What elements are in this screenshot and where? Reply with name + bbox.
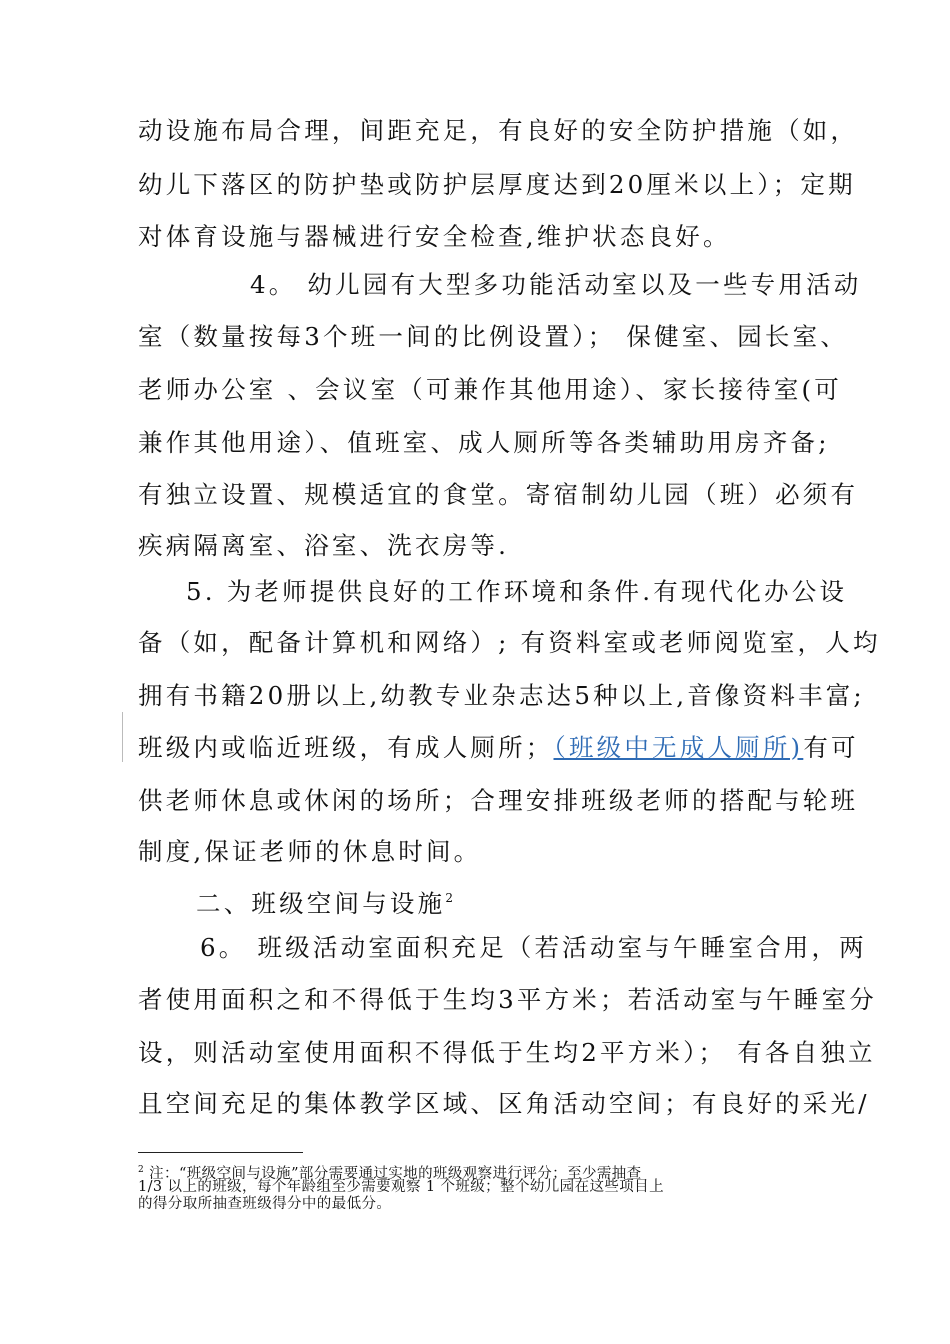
paragraph-5-first-line: 5. 为老师提供良好的工作环境和条件.有现代化办公设 <box>186 577 848 606</box>
body-line: 有独立设置、规模适宜的食堂。寄宿制幼儿园（班）必须有 <box>138 480 859 509</box>
footnote-line: 的得分取所抽查班级得分中的最低分。 <box>138 1196 392 1212</box>
body-line: 兼作其他用途）、值班室、成人厕所等各类辅助用房齐备; <box>138 428 830 457</box>
body-line: 室（数量按每3个班一间的比例设置）； 保健室、园长室、 <box>138 322 849 351</box>
section-heading <box>196 883 453 919</box>
revision-bar <box>122 712 123 762</box>
body-line: 备（如，配备计算机和网络）; 有资料室或老师阅览室，人均 <box>138 628 881 657</box>
body-line: 对体育设施与器械进行安全检查,维护状态良好。 <box>138 222 731 251</box>
section-heading-text: 二、班级空间与设施 <box>196 889 446 918</box>
body-line: 且空间充足的集体教学区域、区角活动空间；有良好的采光/ <box>138 1089 870 1118</box>
footnote-separator <box>138 1152 303 1153</box>
paragraph-4-first-line: 4。 幼儿园有大型多功能活动室以及一些专用活动 <box>250 270 862 299</box>
footnote-line: 1/3 以上的班级，每个年龄组至少需要观察 1 个班级；整个幼儿园在这些项目上 <box>138 1179 664 1195</box>
body-line: 供老师休息或休闲的场所；合理安排班级老师的搭配与轮班 <box>138 786 859 815</box>
body-line: 老师办公室 、会议室（可兼作其他用途）、家长接待室(可 <box>138 375 842 404</box>
inline-link[interactable]: （班级中无成人厕所) <box>553 733 804 762</box>
body-line: 设，则活动室使用面积不得低于生均2平方米）； 有各自独立 <box>138 1038 876 1067</box>
body-text: 班级内或临近班级，有成人厕所； <box>138 733 554 762</box>
footnote-marker: 2 <box>138 1165 145 1175</box>
body-line: 疾病隔离室、浴室、洗衣房等. <box>138 531 510 560</box>
body-text: 有可 <box>803 733 859 762</box>
footnote-reference[interactable]: 2 <box>445 891 453 905</box>
body-line-with-link <box>138 733 859 763</box>
body-line: 者使用面积之和不得低于生均3平方米；若活动室与午睡室分 <box>138 985 877 1014</box>
body-line: 制度,保证老师的休息时间。 <box>138 837 482 866</box>
paragraph-6-first-line: 6。 班级活动室面积充足（若活动室与午睡室合用，两 <box>200 933 867 962</box>
body-line: 幼儿下落区的防护垫或防护层厚度达到20厘米以上）；定期 <box>138 170 856 199</box>
body-line: 动设施布局合理，间距充足，有良好的安全防护措施（如， <box>138 116 859 145</box>
footnote-text: 注：“班级空间与设施”部分需要通过实地的班级观察进行评分；至少需抽查 <box>149 1166 642 1182</box>
body-line: 拥有书籍20册以上,幼教专业杂志达5种以上,音像资料丰富; <box>138 681 865 710</box>
